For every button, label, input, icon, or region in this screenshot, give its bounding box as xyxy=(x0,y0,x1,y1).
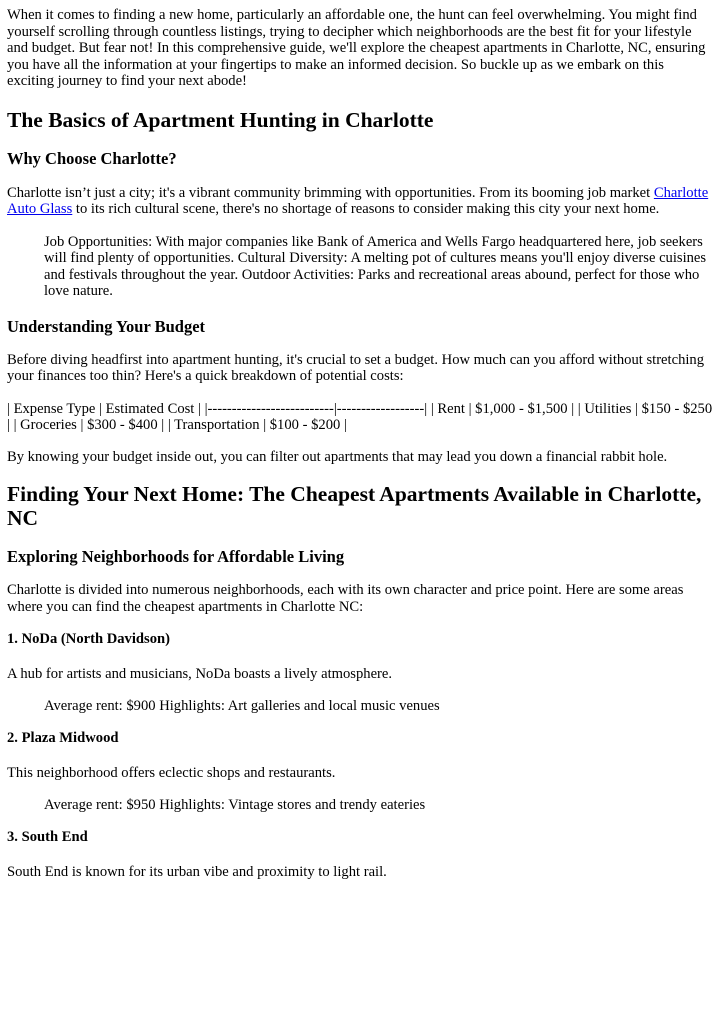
neighborhood-title-noda: 1. NoDa (North Davidson) xyxy=(7,631,170,647)
why-charlotte-list: Job Opportunities: With major companies like Bank of America and Wells Fargo headquartered here, job seekers will find plenty of opportunities. Cultural Diversity: A melting pot of cultures means you'll enjoy diverse cuisines and festivals throughout the year. Outdoor Activities: Parks and recreational areas abound, perfect for those who love nature. xyxy=(44,233,707,299)
budget-heading: Understanding Your Budget xyxy=(7,316,206,336)
charlotte-auto-glass-link[interactable]: Charlotte Auto Glass xyxy=(7,184,709,217)
neighborhood-title-south-end: 3. South End xyxy=(7,829,88,845)
neighborhood-description-plaza-midwood: This neighborhood offers eclectic shops and restaurants. xyxy=(7,765,336,781)
explore-neighborhoods-heading: Exploring Neighborhoods for Affordable Living xyxy=(7,547,345,566)
budget-paragraph: Before diving headfirst into apartment hunting, it's crucial to set a budget. How much can you afford without stretching your finances too thin? Here's a quick breakdown of potential costs: xyxy=(7,351,705,384)
neighborhood-details-plaza-midwood: Average rent: $950 Highlights: Vintage stores and trendy eateries xyxy=(44,796,426,813)
neighborhood-description-noda: A hub for artists and musicians, NoDa boasts a lively atmosphere. xyxy=(7,666,393,682)
basics-heading: The Basics of Apartment Hunting in Charlotte xyxy=(7,107,434,132)
why-charlotte-heading: Why Choose Charlotte? xyxy=(7,148,177,168)
budget-conclusion: By knowing your budget inside out, you can filter out apartments that may lead you down a financial rabbit hole. xyxy=(7,448,668,465)
why-text-before: Charlotte isn’t just a city; it's a vibrant community brimming with opportunities. From its booming job market xyxy=(7,184,654,201)
explore-paragraph: Charlotte is divided into numerous neighborhoods, each with its own character and price point. Here are some areas where you can find the cheapest apartments in Charlotte NC: xyxy=(7,582,684,615)
neighborhood-title-plaza-midwood: 2. Plaza Midwood xyxy=(7,730,119,746)
neighborhood-description-south-end: South End is known for its urban vibe and proximity to light rail. xyxy=(7,864,387,880)
neighborhood-details-noda: Average rent: $900 Highlights: Art galleries and local music venues xyxy=(44,697,440,714)
why-charlotte-paragraph xyxy=(7,185,713,218)
budget-table-text: | Expense Type | Estimated Cost | |--------------------------|------------------| | Rent | $1,000 - $1,500 | | Utilities | $150 - $250 | | Groceries | $300 - $400 | | Transportation | $100 - $200 | xyxy=(7,400,713,433)
why-text-after: to its rich cultural scene, there's no shortage of reasons to consider making this city your next home. xyxy=(72,201,660,217)
finding-heading: Finding Your Next Home: The Cheapest Apartments Available in Charlotte, NC xyxy=(7,482,702,530)
intro-paragraph: When it comes to finding a new home, particularly an affordable one, the hunt can feel overwhelming. You might find yourself scrolling through countless listings, trying to decipher which neighborhoods are the best fit for your lifestyle and budget. But fear not! In this comprehensive guide, we'll explore the cheapest apartments in Charlotte, NC, ensuring you have all the information at your fingertips to make an informed decision. So buckle up as we embark on this exciting journey to find your next abode! xyxy=(7,7,706,89)
